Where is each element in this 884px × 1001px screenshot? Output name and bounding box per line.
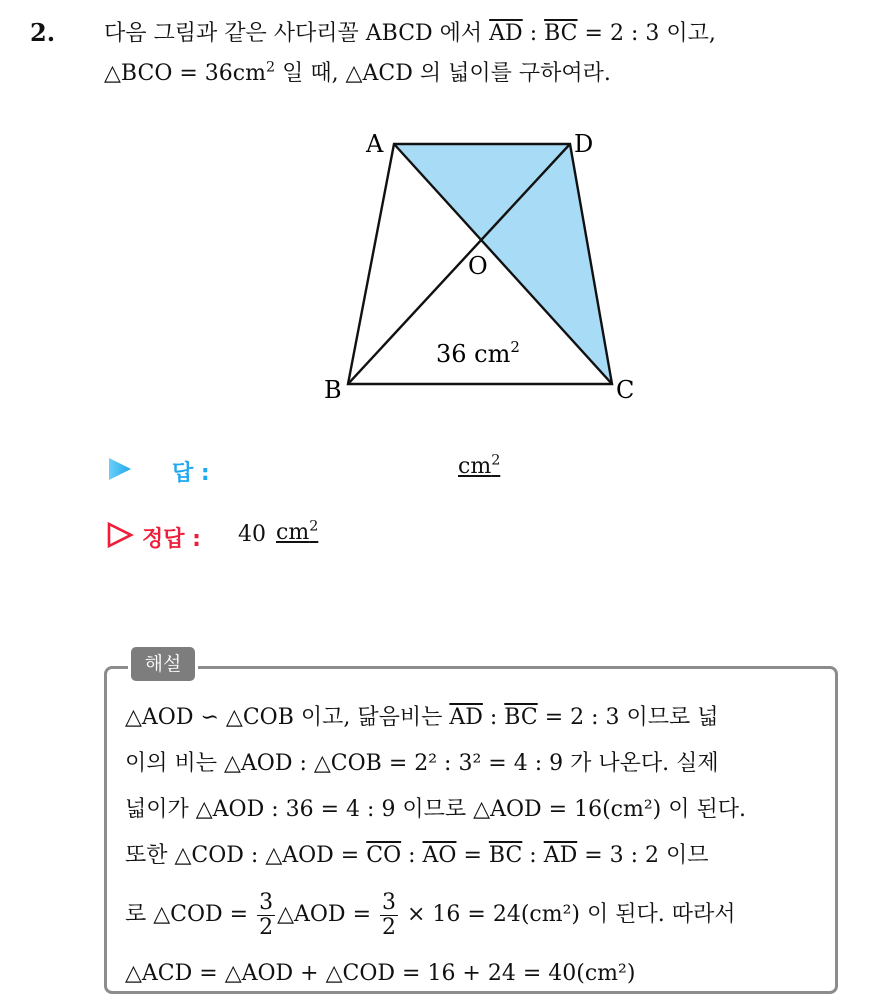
segment-bc: $\overline{BC}$ — [544, 21, 578, 46]
vertex-label-d: D — [574, 130, 594, 158]
question-text — [104, 14, 864, 94]
fraction-denominator: 2 — [382, 914, 396, 940]
vertex-label-b: B — [324, 376, 342, 404]
fraction-numerator: 3 — [382, 890, 396, 916]
answer-unit-text: cm — [458, 454, 492, 479]
superscript: 2 — [265, 59, 276, 76]
answer-row — [106, 452, 526, 492]
explanation-text-part: △AOD ∽ △COB 이고, 닮음비는 — [125, 705, 450, 730]
ratio-colon: : — [401, 843, 423, 868]
red-triangle-outline-icon — [106, 521, 134, 549]
equals-sign: = — [456, 843, 489, 868]
ratio-colon: : — [522, 21, 545, 46]
vertex-label-c: C — [616, 376, 635, 404]
trapezoid-figure — [320, 122, 650, 412]
explanation-text-part: = 2 : 3 이므로 넓 — [537, 705, 719, 730]
vertex-label-a: A — [366, 130, 384, 158]
explanation-line-1 — [125, 695, 825, 741]
answer-unit[interactable] — [458, 454, 500, 479]
fraction — [257, 891, 275, 938]
ratio-colon: : — [482, 705, 505, 730]
explanation-text-part: △AOD = — [277, 902, 378, 927]
explanation-line-4 — [125, 833, 825, 879]
explanation-text-part: 로 △COD = — [125, 902, 256, 927]
question-text-part: 일 때, △ACD 의 넓이를 구하여라. — [275, 61, 611, 86]
ratio-colon: : — [522, 843, 544, 868]
fraction-denominator: 2 — [259, 914, 274, 940]
area-label — [436, 338, 520, 368]
correct-answer-value: 40 — [238, 522, 266, 547]
explanation-text-part: × 16 = 24(cm²) 이 된다. 따라서 — [400, 902, 736, 927]
area-label-text: 36 cm — [436, 340, 511, 368]
correct-unit-sup: 2 — [309, 518, 319, 535]
segment-bc: $\overline{BC}$ — [488, 843, 523, 868]
explanation-tag: 해설 — [128, 644, 198, 684]
correct-answer-unit — [276, 520, 318, 545]
area-label-sup: 2 — [510, 338, 520, 356]
correct-unit-text: cm — [276, 520, 310, 545]
segment-co: $\overline{CO}$ — [366, 843, 402, 868]
vertex-label-o: O — [468, 252, 488, 280]
segment-ad: $\overline{AD}$ — [489, 21, 523, 46]
correct-answer-row — [106, 518, 526, 558]
explanation-text — [125, 695, 825, 997]
fraction — [380, 891, 398, 938]
segment-ao: $\overline{AO}$ — [422, 843, 457, 868]
question-line-1 — [104, 14, 864, 54]
explanation-text-part: 또한 △COD : △AOD = — [125, 843, 367, 868]
explanation-line-5 — [125, 879, 825, 951]
answer-unit-sup: 2 — [491, 452, 501, 469]
question-text-part: = 2 : 3 이고, — [577, 21, 716, 46]
explanation-box — [104, 666, 838, 994]
explanation-line-2: 이의 비는 △AOD : △COB = 2² : 3² = 4 : 9 가 나온다. 실제 — [125, 751, 719, 776]
explanation-text-part: = 3 : 2 이므 — [577, 843, 709, 868]
question-text-part: 다음 그림과 같은 사다리꼴 ABCD 에서 — [104, 21, 490, 46]
segment-ad: $\overline{AD}$ — [543, 843, 578, 868]
question-line-2 — [104, 54, 864, 94]
explanation-line-6: △ACD = △AOD + △COD = 16 + 24 = 40(cm²) — [125, 961, 636, 986]
correct-answer-label: 정답 : — [142, 527, 201, 552]
explanation-line-3: 넓이가 △AOD : 36 = 4 : 9 이므로 △AOD = 16(cm²) 이 된다. — [125, 797, 746, 822]
fraction-numerator: 3 — [259, 890, 274, 916]
blue-triangle-marker-icon — [106, 455, 134, 483]
problem-number: 2. — [30, 18, 56, 47]
question-text-part: △BCO = 36cm — [104, 61, 266, 86]
segment-ad: $\overline{AD}$ — [449, 705, 483, 730]
segment-bc: $\overline{BC}$ — [504, 705, 538, 730]
answer-label: 답 : — [172, 461, 210, 486]
